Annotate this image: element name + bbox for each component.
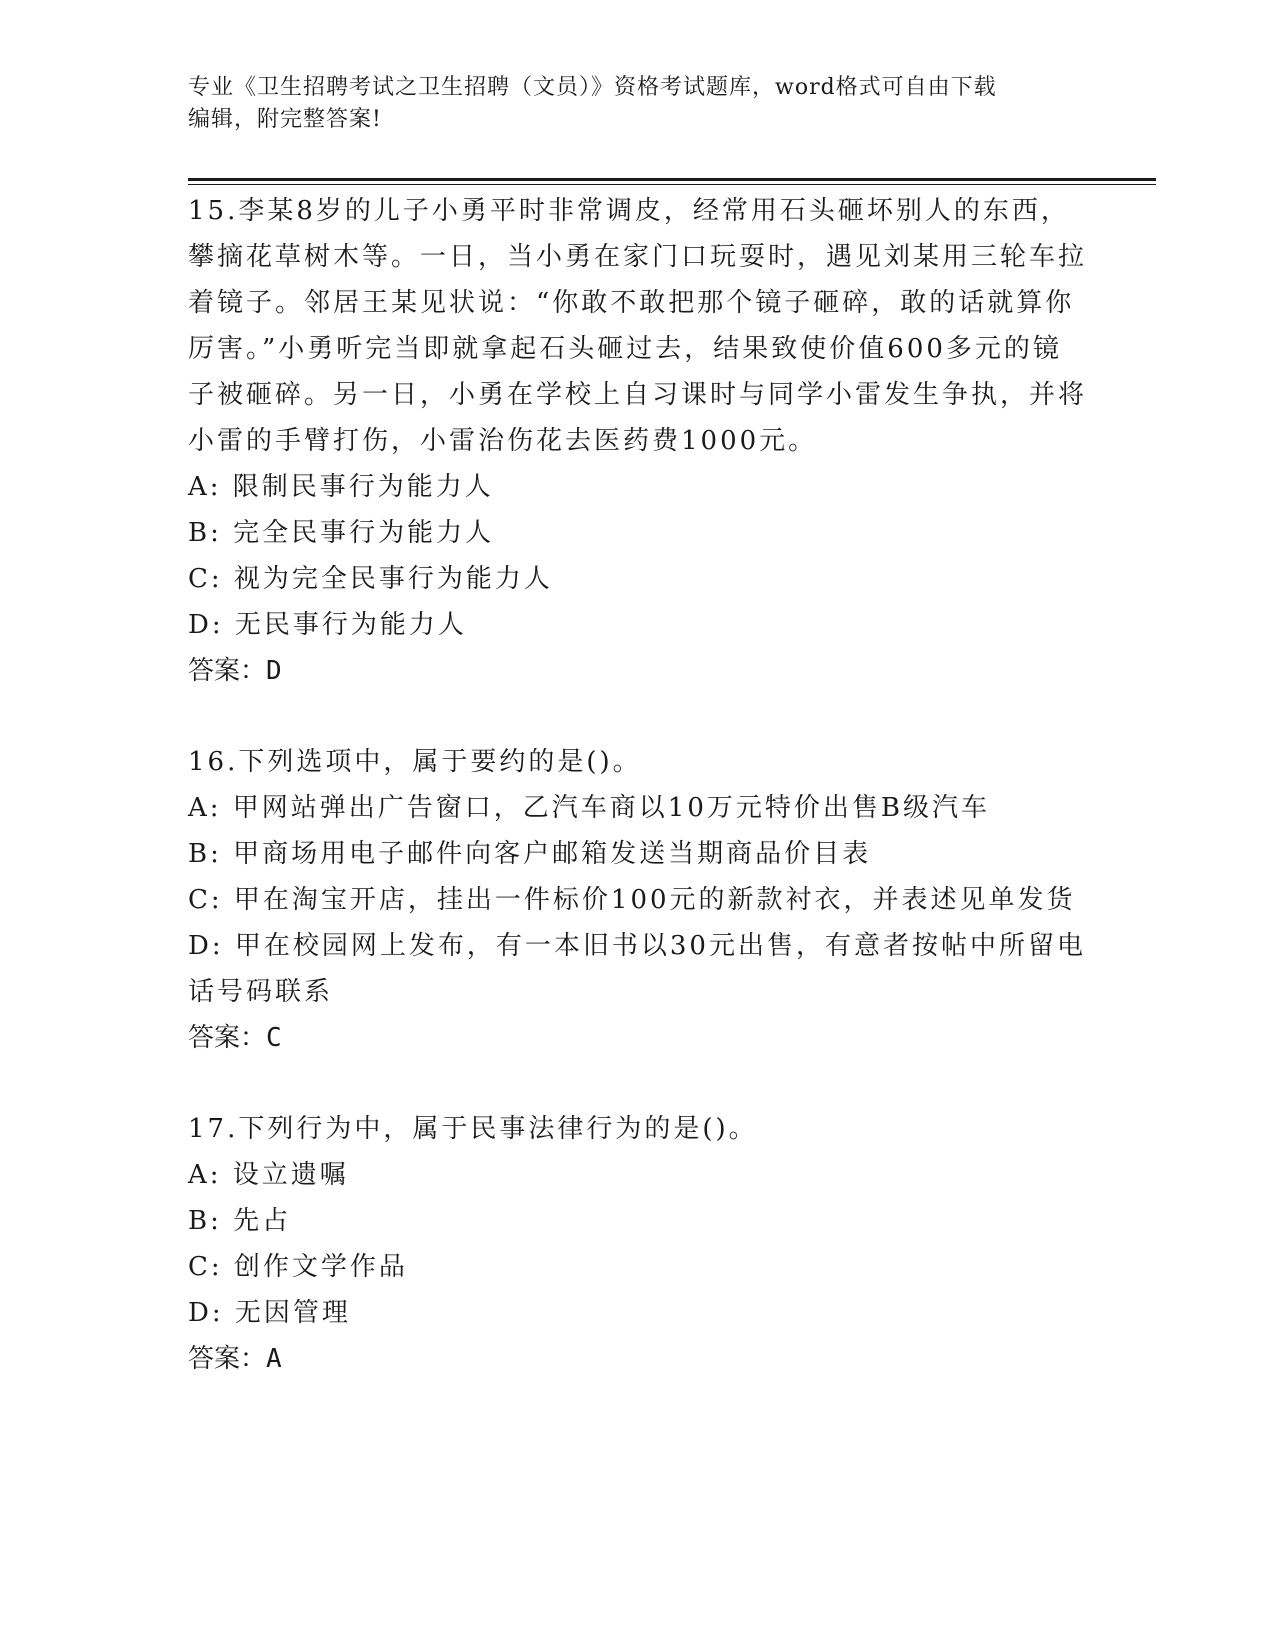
option-a: A: 甲网站弹出广告窗口，乙汽车商以10万元特价出售B级汽车	[188, 793, 990, 823]
option-b: B: 完全民事行为能力人	[188, 518, 495, 548]
header-divider-thick	[188, 178, 1156, 181]
option-b: B: 甲商场用电子邮件向客户邮箱发送当期商品价目表	[188, 839, 872, 869]
option-a: A: 设立遗嘱	[188, 1160, 349, 1190]
option-c: C: 视为完全民事行为能力人	[188, 564, 553, 594]
question-stem: 17.下列行为中，属于民事法律行为的是()。	[188, 1114, 758, 1144]
option-d: D: 无民事行为能力人	[188, 610, 467, 640]
option-d: D: 无因管理	[188, 1298, 351, 1328]
answer-label: 答案：C	[188, 1023, 282, 1053]
question-stem: 16.下列选项中，属于要约的是()。	[188, 747, 642, 777]
answer-label: 答案：A	[188, 1344, 282, 1374]
header-line-2: 编辑，附完整答案!	[188, 107, 382, 132]
option-c: C: 创作文学作品	[188, 1252, 408, 1282]
question-16	[188, 739, 1088, 1061]
question-list	[188, 188, 1088, 1427]
option-c: C: 甲在淘宝开店，挂出一件标价100元的新款衬衣，并表述见单发货	[188, 885, 1076, 915]
question-stem: 15.李某8岁的儿子小勇平时非常调皮，经常用石头砸坏别人的东西，攀摘花草树木等。一日，当小勇在家门口玩耍时，遇见刘某用三轮车拉着镜子。邻居王某见状说：“你敢不敢把那个镜子砸碎，敢的话就算你厉害。”小勇听完当即就拿起石头砸过去，结果致使价值600多元的镜子被砸碎。另一日，小勇在学校上自习课时与同学小雷发生争执，并将小雷的手臂打伤，小雷治伤花去医药费1000元。	[188, 196, 1088, 456]
option-a: A: 限制民事行为能力人	[188, 472, 494, 502]
question-15	[188, 188, 1088, 694]
document-header	[188, 72, 1088, 136]
option-d: D: 甲在校园网上发布，有一本旧书以30元出售，有意者按帖中所留电话号码联系	[188, 931, 1086, 1007]
answer-label: 答案：D	[188, 656, 282, 686]
question-17	[188, 1106, 1088, 1382]
option-b: B: 先占	[188, 1206, 292, 1236]
header-divider-thin	[188, 184, 1156, 185]
header-line-1: 专业《卫生招聘考试之卫生招聘（文员）》资格考试题库，word格式可自由下载	[188, 75, 997, 100]
